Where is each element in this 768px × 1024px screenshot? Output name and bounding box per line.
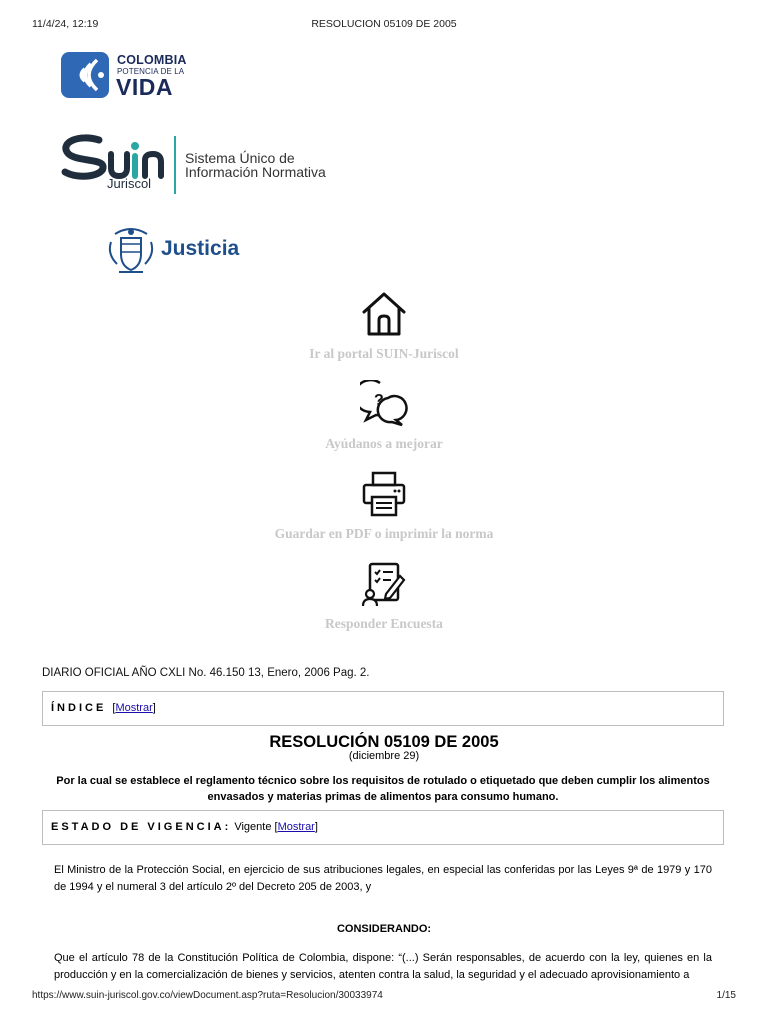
portal-link[interactable]: [0, 290, 768, 362]
justicia-logo: [107, 224, 247, 278]
colombia-waves-icon: [61, 52, 109, 98]
index-show-link[interactable]: Mostrar: [115, 702, 153, 714]
survey-icon[interactable]: [360, 560, 408, 608]
resolution-date: (diciembre 29): [348, 750, 420, 762]
print-link-label[interactable]: Guardar en PDF o imprimir la norma: [274, 526, 494, 541]
suin-tagline-line1: Sistema Único de: [185, 150, 295, 166]
portal-link-label[interactable]: Ir al portal SUIN-Juriscol: [309, 346, 459, 361]
suin-logo-divider: [174, 136, 176, 194]
survey-link-label[interactable]: Responder Encuesta: [325, 616, 443, 631]
coat-of-arms-icon: [107, 224, 155, 276]
suin-brand-juriscol: Juriscol: [107, 176, 152, 191]
print-datetime: 11/4/24, 12:19: [32, 18, 99, 30]
considerando-heading: CONSIDERANDO:: [336, 923, 432, 935]
print-footer: [32, 990, 736, 1004]
home-icon[interactable]: [360, 290, 408, 338]
index-box: [42, 691, 724, 726]
validity-status-box: [42, 810, 724, 845]
print-link[interactable]: [0, 470, 768, 542]
validity-toggle-wrapper: [Mostrar]: [274, 821, 318, 833]
print-url: https://www.suin-juriscol.gov.co/viewDocument.asp?ruta=Resolucion/30033974: [32, 990, 383, 1001]
justicia-wordmark: Justicia: [161, 237, 240, 260]
feedback-link-label[interactable]: Ayúdanos a mejorar: [325, 436, 443, 451]
intro-paragraph: El Ministro de la Protección Social, en ejercicio de sus atribuciones legales, en especial las conferidas por las Leyes 9ª de 1979 y 170 de 1994 y el numeral 3 del artículo 2º del Decreto 205 de 2003, y: [54, 864, 712, 893]
index-label: ÍNDICE: [51, 702, 107, 714]
logo-line-colombia: COLOMBIA: [117, 53, 187, 67]
validity-label: ESTADO DE VIGENCIA:: [51, 821, 232, 833]
index-toggle-wrapper: [Mostrar]: [109, 702, 156, 714]
survey-link[interactable]: [0, 560, 768, 632]
print-header: [32, 18, 736, 32]
diario-oficial-reference: DIARIO OFICIAL AÑO CXLI No. 46.150 13, Enero, 2006 Pag. 2.: [42, 667, 370, 679]
resolution-description: Por la cual se establece el reglamento técnico sobre los requisitos de rotulado o etiquetado que deben cumplir los alimentos envasados y materias primas de alimentos para consumo humano.: [56, 775, 710, 803]
print-doc-title: RESOLUCION 05109 DE 2005: [311, 18, 457, 30]
print-page-number: 1/15: [716, 990, 736, 1001]
logo-line-vida: VIDA: [116, 74, 173, 100]
suin-tagline-line2: Información Normativa: [185, 164, 326, 180]
help-chat-icon[interactable]: [360, 380, 408, 428]
resolution-title: RESOLUCIÓN 05109 DE 2005: [269, 733, 499, 751]
printer-icon[interactable]: [360, 470, 408, 518]
feedback-link[interactable]: [0, 380, 768, 452]
svg-text:?: ?: [374, 392, 384, 409]
validity-show-link[interactable]: Mostrar: [277, 821, 315, 833]
colombia-potencia-logo: [61, 50, 191, 102]
suin-juriscol-logo: [59, 132, 349, 198]
considerando-paragraph: Que el artículo 78 de la Constitución Política de Colombia, dispone: “(...) Serán responsables, de acuerdo con la ley, quienes en la producción y en la comercialización de bienes y servicios, atenten contra la salud, la seguridad y el adecuado aprovisionamiento a: [54, 952, 712, 981]
validity-value: Vigente: [234, 821, 272, 833]
logo-line-potencia: POTENCIA DE LA: [117, 67, 185, 76]
